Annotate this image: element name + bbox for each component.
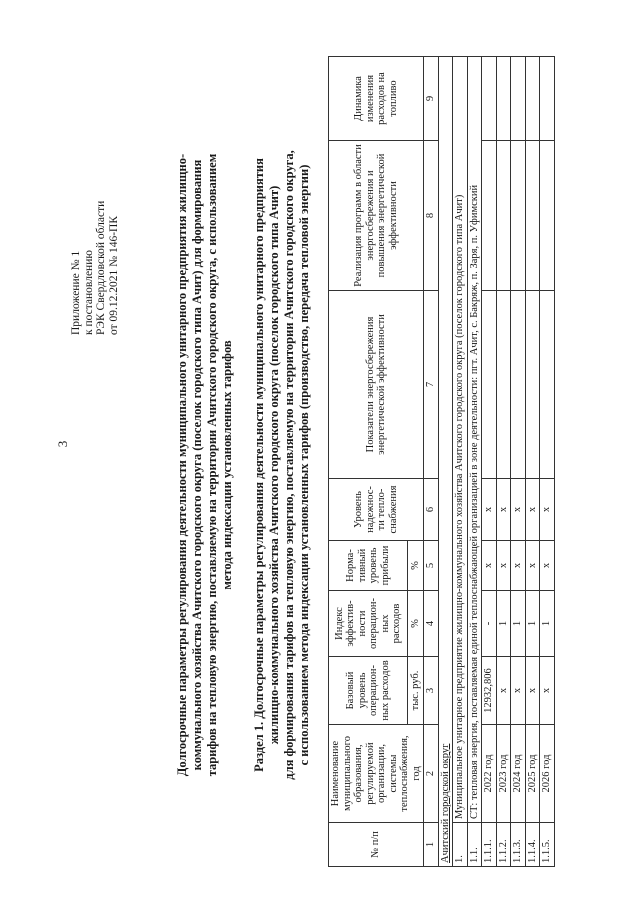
cell-reliability: x xyxy=(496,479,511,541)
row-year: 2023 год xyxy=(496,725,511,823)
system-row xyxy=(467,57,482,867)
table-row xyxy=(525,57,540,867)
col-number: 6 xyxy=(424,479,439,541)
cell-energy-programs xyxy=(511,141,526,291)
row-number: 1.1.2. xyxy=(496,823,511,867)
row-number: 1.1.4. xyxy=(525,823,540,867)
row-number: 1.1. xyxy=(467,823,482,867)
section-line: жилищно-коммунального хозяйства Ачитского городского округа (поселок городского типа Ачит) xyxy=(267,185,281,745)
row-year: 2022 год xyxy=(482,725,497,823)
col-number: 8 xyxy=(424,141,439,291)
cell-energy-indicators xyxy=(496,291,511,479)
table-row xyxy=(540,57,555,867)
cell-base-opex: x xyxy=(525,657,540,725)
cell-efficiency-index: 1 xyxy=(540,591,555,657)
col-number: 7 xyxy=(424,291,439,479)
header-reliability: Уровень надежнос-ти тепло-снабжения xyxy=(329,479,424,541)
row-year: 2026 год xyxy=(540,725,555,823)
cell-profit: x xyxy=(525,541,540,591)
cell-energy-indicators xyxy=(482,291,497,479)
row-number: 1.1.3. xyxy=(511,823,526,867)
cell-energy-programs xyxy=(525,141,540,291)
cell-reliability: x xyxy=(525,479,540,541)
group-cell xyxy=(438,57,453,867)
col-number: 5 xyxy=(424,541,439,591)
cell-base-opex: 12932,806 xyxy=(482,657,497,725)
cell-base-opex: x xyxy=(496,657,511,725)
title-line: Долгосрочные параметры регулирования деятельности муниципального унитарного предприятия жилищно- xyxy=(175,153,189,777)
section-line: Раздел 1. Долгосрочные параметры регулирования деятельности муниципального унитарного предприятия xyxy=(252,158,266,772)
header-base-opex: Базовый уровень операцион-ных расходов xyxy=(329,657,408,725)
cell-energy-programs xyxy=(482,141,497,291)
appendix-line: от 09.12.2021 № 146-ПК xyxy=(107,215,120,335)
cell-fuel-dynamics xyxy=(482,57,497,141)
cell-reliability: x xyxy=(482,479,497,541)
header-energy-programs: Реализация программ в области энергосбережения и повышения энергетической эффективности xyxy=(329,141,424,291)
cell-fuel-dynamics xyxy=(540,57,555,141)
col-number: 9 xyxy=(424,57,439,141)
table-row xyxy=(511,57,526,867)
cell-energy-programs xyxy=(496,141,511,291)
cell-efficiency-index: 1 xyxy=(496,591,511,657)
group-label: Ачитский городской округ xyxy=(439,743,451,863)
document-title xyxy=(175,45,235,885)
section-heading xyxy=(252,45,312,885)
appendix-line: к постановлению xyxy=(82,250,95,335)
cell-profit: x xyxy=(540,541,555,591)
group-row xyxy=(438,57,453,867)
col-number: 1 xyxy=(424,823,439,867)
cell-energy-indicators xyxy=(525,291,540,479)
cell-profit: x xyxy=(496,541,511,591)
cell-reliability: x xyxy=(511,479,526,541)
appendix-note xyxy=(70,65,120,335)
system-name: СТ: тепловая энергия, поставляемая единой теплоснабжающей организацией в зоне деятельности: пгт. Ачит, с. Бакряж, п. Заря, п. Уфимский xyxy=(467,57,482,823)
header-profit: Норма-тивный уровень прибыли xyxy=(329,541,408,591)
header-efficiency-index: Индекс эффектив-ности операцион-ных расходов xyxy=(329,591,408,657)
header-num: № п/п xyxy=(329,823,424,867)
unit-base-opex: тыс. руб. xyxy=(408,657,424,725)
title-line: тарифов на тепловую энергию, поставляемую на территории Ачитского городского округа, с использованием xyxy=(205,153,219,777)
table-row xyxy=(496,57,511,867)
org-row xyxy=(453,57,468,867)
title-line: метода индексации установленных тарифов xyxy=(220,340,234,590)
cell-fuel-dynamics xyxy=(525,57,540,141)
cell-energy-programs xyxy=(540,141,555,291)
parameters-table xyxy=(328,56,555,867)
column-numbers-row xyxy=(424,57,439,867)
cell-base-opex: x xyxy=(540,657,555,725)
appendix-line: РЭК Свердловской области xyxy=(95,200,107,335)
header-fuel-dynamics: Динамика изменения расходов на топливо xyxy=(329,57,424,141)
unit-efficiency-index: % xyxy=(408,591,424,657)
cell-efficiency-index: 1 xyxy=(511,591,526,657)
rotated-sheet xyxy=(70,45,630,885)
row-number: 1.1.5. xyxy=(540,823,555,867)
cell-energy-indicators xyxy=(511,291,526,479)
cell-profit: x xyxy=(482,541,497,591)
cell-fuel-dynamics xyxy=(511,57,526,141)
org-name: Муниципальное унитарное предприятие жилищно-коммунального хозяйства Ачитского городского округа (поселок городского типа Ачит) xyxy=(453,57,468,823)
col-number: 2 xyxy=(424,725,439,823)
unit-profit: % xyxy=(408,541,424,591)
title-line: коммунального хозяйства Ачитского городского округа (поселок городского типа Ачит) для формирования xyxy=(190,159,204,771)
col-number: 4 xyxy=(424,591,439,657)
header-row xyxy=(329,57,408,867)
row-year: 2024 год xyxy=(511,725,526,823)
page-number: 3 xyxy=(55,440,70,448)
cell-profit: x xyxy=(511,541,526,591)
row-number: 1.1.1. xyxy=(482,823,497,867)
col-number: 3 xyxy=(424,657,439,725)
cell-efficiency-index: 1 xyxy=(525,591,540,657)
cell-efficiency-index: - xyxy=(482,591,497,657)
cell-reliability: x xyxy=(540,479,555,541)
header-energy-indicators: Показатели энергосбережения энергетической эффективности xyxy=(329,291,424,479)
row-number: 1. xyxy=(453,823,468,867)
appendix-line: Приложение № 1 xyxy=(70,250,82,335)
cell-fuel-dynamics xyxy=(496,57,511,141)
cell-energy-indicators xyxy=(540,291,555,479)
section-line: для формирования тарифов на тепловую энергию, поставляемую на территории Ачитского городского округа, xyxy=(282,150,296,780)
section-line: с использованием метода индексации установленных тарифов (производство, передача тепловой энергии) xyxy=(297,164,311,766)
row-year: 2025 год xyxy=(525,725,540,823)
header-name: Наименование муниципального образования, регулируемой организации, системы теплоснабжения, год xyxy=(329,725,424,823)
table-row xyxy=(482,57,497,867)
cell-base-opex: x xyxy=(511,657,526,725)
